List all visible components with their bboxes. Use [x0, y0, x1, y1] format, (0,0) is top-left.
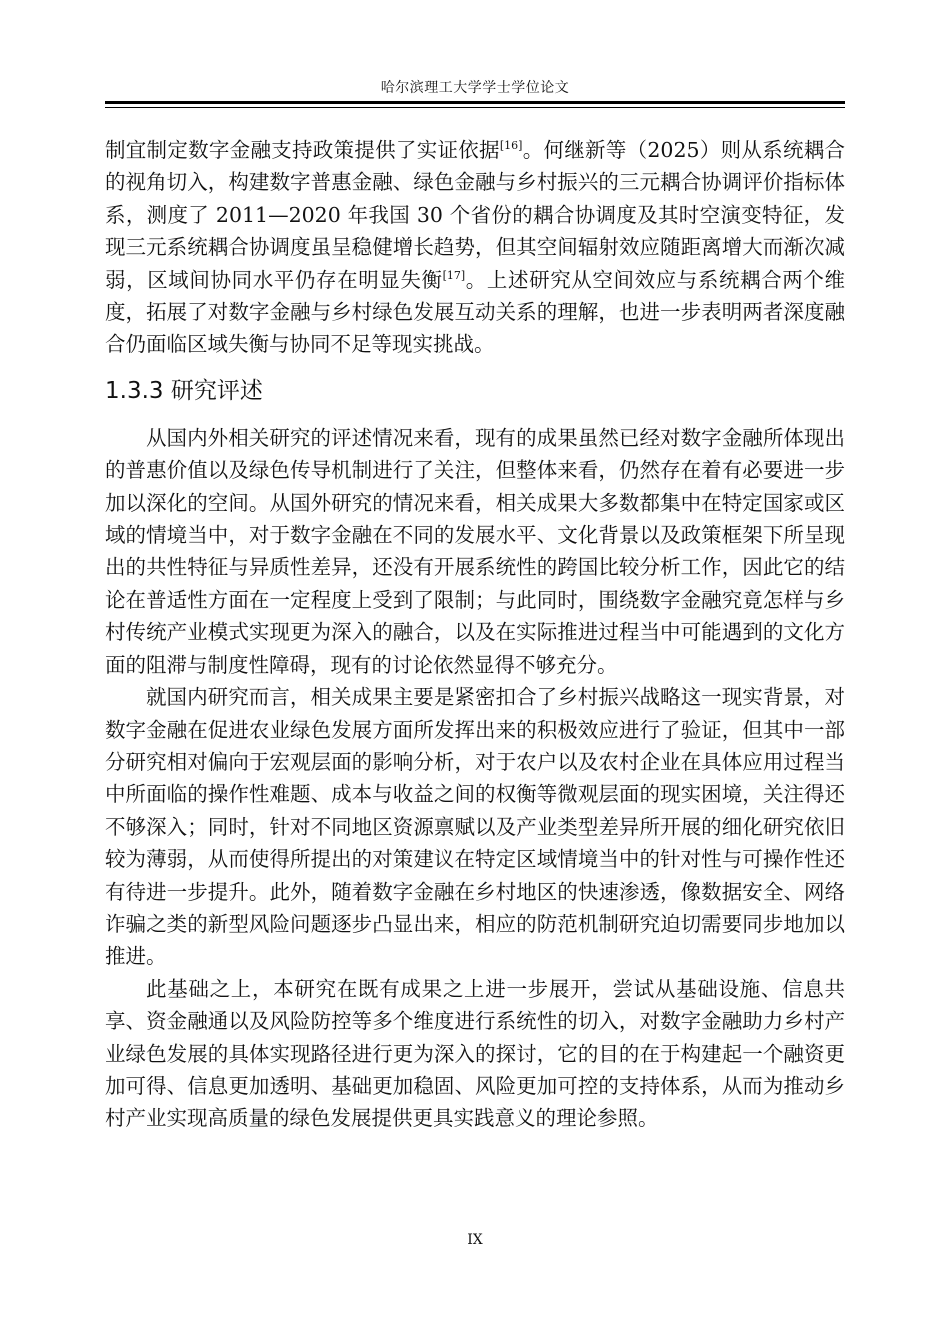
- citation-16: [16]: [499, 138, 523, 152]
- section-heading: 1.3.3 研究评述: [105, 377, 263, 404]
- page-number: IX: [467, 1232, 483, 1248]
- paragraph-domestic-research: 就国内研究而言，相关成果主要是紧密扣合了乡村振兴战略这一现实背景，对数字金融在促进农业绿色发展方面所发挥出来的积极效应进行了验证，但其中一部分研究相对偏向于宏观层面的影响分析，对于农户以及农村企业在具体应用过程当中所面临的操作性难题、成本与收益之间的权衡等微观层面的现实困境，关注得还不够深入；同时，针对不同地区资源禀赋以及产业类型差异所开展的细化研究依旧较为薄弱，从而使得所提出的对策建议在特定区域情境当中的针对性与可操作性还有待进一步提升。此外，随着数字金融在乡村地区的快速渗透，像数据安全、网络诈骗之类的新型风险问题逐步凸显出来，相应的防范机制研究迫切需要同步地加以推进。: [105, 685, 845, 969]
- header-rule-thick: [105, 101, 845, 104]
- paragraph-1-text-c: 。上述研究从空间效应与系统耦合两个维度，拓展了对数字金融与乡村绿色发展互动关系的理解，也进一步表明两者深度融合仍面临区域失衡与协同不足等现实挑战。: [105, 267, 846, 357]
- running-header-title: 哈尔滨理工大学学士学位论文: [380, 80, 570, 96]
- paragraph-review-overview: 从国内外相关研究的评述情况来看，现有的成果虽然已经对数字金融所体现出的普惠价值以及绿色传导机制进行了关注，但整体来看，仍然存在着有必要进一步加以深化的空间。从国外研究的情况来看，相关成果大多数都集中在特定国家或区域的情境当中，对于数字金融在不同的发展水平、文化背景以及政策框架下所呈现出的共性特征与异质性差异，还没有开展系统性的跨国比较分析工作，因此它的结论在普适性方面在一定程度上受到了限制；与此同时，围绕数字金融究竟怎样与乡村传统产业模式实现更为深入的融合，以及在实际推进过程当中可能遇到的文化方面的阻滞与制度性障碍，现有的讨论依然显得不够充分。: [105, 425, 845, 677]
- paragraph-1-text-a: 制宜制定数字金融支持政策提供了实证依据: [105, 138, 500, 162]
- paragraph-continued: [105, 134, 845, 361]
- paragraph-1-text-b: 。何继新等（2025）则从系统耦合的视角切入，构建数字普惠金融、绿色金融与乡村振兴的三元耦合协调评价指标体系，测度了 2011—2020 年我国 30 个省份的耦合协调度及其时空演变特征，发现三元系统耦合协调度虽呈稳健增长趋势，但其空间辐射效应随距离增大而渐次减弱，区域间协同水平仍存在明显失衡: [105, 138, 846, 292]
- paragraph-this-study: 此基础之上，本研究在既有成果之上进一步展开，尝试从基础设施、信息共享、资金融通以及风险防控等多个维度进行系统性的切入，对数字金融助力乡村产业绿色发展的具体实现路径进行更为深入的探讨，它的目的在于构建起一个融资更加可得、信息更加透明、基础更加稳固、风险更加可控的支持体系，从而为推动乡村产业实现高质量的绿色发展提供更具实践意义的理论参照。: [105, 976, 845, 1131]
- header-rule-thin: [105, 107, 845, 108]
- citation-17: [17]: [442, 268, 466, 282]
- page-body: [105, 134, 845, 1135]
